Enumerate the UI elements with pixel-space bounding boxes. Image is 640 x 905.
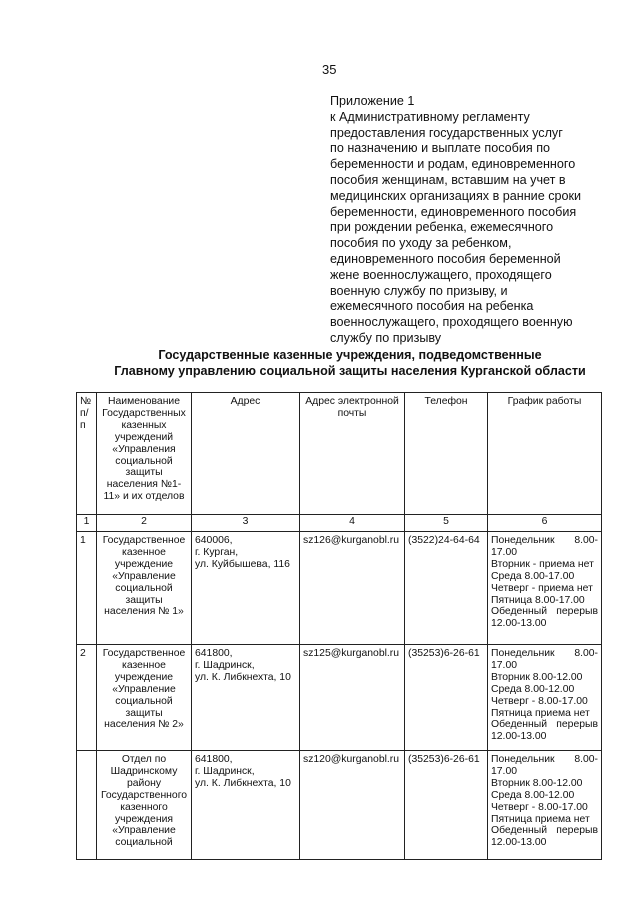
schedule-first-time: 8.00-: [574, 648, 598, 659]
appendix-line: жене военнослужащего, проходящего: [330, 267, 552, 282]
lunch-label: Обеденный: [491, 825, 548, 837]
schedule-line: Вторник 8.00-12.00: [491, 777, 583, 789]
column-number: 6: [488, 515, 602, 532]
schedule-first-day: Понедельник: [491, 648, 555, 659]
appendix-line: военную службу по призыву, и: [330, 283, 508, 298]
schedule-line: 17.00: [491, 659, 518, 671]
table-row: [77, 532, 602, 645]
lunch-label: Обеденный: [491, 606, 548, 618]
header-address: Адрес: [192, 393, 300, 515]
row-num: 1: [77, 532, 97, 645]
schedule-first-day: Понедельник: [491, 754, 555, 765]
title-line-1: Государственные казенные учреждения, подведомственные: [158, 348, 542, 362]
schedule-first-time: 8.00-: [574, 754, 598, 765]
schedule-first-day: Понедельник: [491, 535, 555, 546]
row-phone: (3522)24-64-64: [405, 532, 488, 645]
column-number: 4: [300, 515, 405, 532]
row-schedule: [488, 751, 602, 860]
schedule-line: 17.00: [491, 765, 518, 777]
table-row: [77, 751, 602, 860]
row-email: sz120@kurganobl.ru: [300, 751, 405, 860]
appendix-line: медицинских организациях в ранние сроки: [330, 188, 582, 203]
header-email: Адрес электронной почты: [300, 393, 405, 515]
lunch-word: перерыв: [556, 719, 598, 731]
appendix-line: ежемесячного пособия на ребенка: [330, 299, 534, 314]
schedule-line: Пятница приема нет: [491, 813, 590, 825]
table-header-row: [77, 393, 602, 515]
appendix-line: службу по призыву: [330, 330, 442, 345]
schedule-line: Четверг - 8.00-17.00: [491, 801, 588, 813]
row-address: 641800, г. Шадринск, ул. К. Либкнехта, 10: [192, 645, 300, 751]
column-number: 5: [405, 515, 488, 532]
page-number: 35: [322, 62, 337, 77]
row-email: sz125@kurganobl.ru: [300, 645, 405, 751]
header-num: № п/ п: [77, 393, 97, 515]
row-schedule: [488, 532, 602, 645]
appendix-line: единовременного пособия беременной: [330, 251, 561, 266]
appendix-block: [330, 94, 630, 347]
column-number: 2: [97, 515, 192, 532]
appendix-line: военнослужащего, проходящего военную: [330, 315, 573, 330]
schedule-line: Четверг - приема нет: [491, 582, 593, 594]
column-number: 3: [192, 515, 300, 532]
row-name: Отдел по Шадринскому району Государственного казенного учреждения «Управление социальной: [97, 751, 192, 860]
row-phone: (35253)6-26-61: [405, 645, 488, 751]
row-address: 640006, г. Курган, ул. Куйбышева, 116: [192, 532, 300, 645]
appendix-line: при рождении ребенка, ежемесячного: [330, 220, 554, 235]
schedule-first-time: 8.00-: [574, 535, 598, 546]
schedule-line: Четверг - 8.00-17.00: [491, 695, 588, 707]
row-num: 2: [77, 645, 97, 751]
schedule-line: Среда 8.00-12.00: [491, 789, 575, 801]
schedule-line: Вторник 8.00-12.00: [491, 671, 583, 683]
appendix-line: пособия по уходу за ребенком,: [330, 236, 512, 251]
row-schedule: [488, 645, 602, 751]
header-phone: Телефон: [405, 393, 488, 515]
title-line-2: Главному управлению социальной защиты населения Курганской области: [114, 364, 586, 378]
appendix-line: к Административному регламенту: [330, 109, 530, 124]
appendix-line: беременности, единовременного пособия: [330, 204, 577, 219]
column-number: 1: [77, 515, 97, 532]
schedule-line: 17.00: [491, 546, 518, 558]
lunch-time: 12.00-13.00: [491, 837, 547, 849]
appendix-line: Приложение 1: [330, 94, 415, 108]
appendix-line: пособия женщинам, вставшим на учет в: [330, 172, 566, 187]
lunch-word: перерыв: [556, 825, 598, 837]
column-number-row: [77, 515, 602, 532]
table-row: [77, 645, 602, 751]
row-num: [77, 751, 97, 860]
lunch-label: Обеденный: [491, 719, 548, 731]
schedule-line: Среда 8.00-12.00: [491, 683, 575, 695]
row-address: 641800, г. Шадринск, ул. К. Либкнехта, 10: [192, 751, 300, 860]
appendix-line: по назначению и выплате пособия по: [330, 141, 551, 156]
appendix-line: предоставления государственных услуг: [330, 125, 563, 140]
document-title: [60, 347, 640, 379]
row-name: Государственное казенное учреждение «Управление социальной защиты населения № 2»: [97, 645, 192, 751]
row-name: Государственное казенное учреждение «Управление социальной защиты населения № 1»: [97, 532, 192, 645]
lunch-time: 12.00-13.00: [491, 731, 547, 743]
header-schedule: График работы: [488, 393, 602, 515]
schedule-line: Среда 8.00-17.00: [491, 570, 575, 582]
institutions-table: [76, 392, 602, 860]
schedule-line: Пятница 8.00-17.00: [491, 594, 585, 606]
header-name: Наименование Государственных казенных учреждений «Управления социальной защиты населения №1-11» и их отделов: [97, 393, 192, 515]
lunch-time: 12.00-13.00: [491, 618, 547, 630]
row-phone: (35253)6-26-61: [405, 751, 488, 860]
lunch-word: перерыв: [556, 606, 598, 618]
schedule-line: Пятница приема нет: [491, 707, 590, 719]
row-email: sz126@kurganobl.ru: [300, 532, 405, 645]
appendix-line: беременности и родам, единовременного: [330, 157, 576, 172]
schedule-line: Вторник - приема нет: [491, 558, 594, 570]
